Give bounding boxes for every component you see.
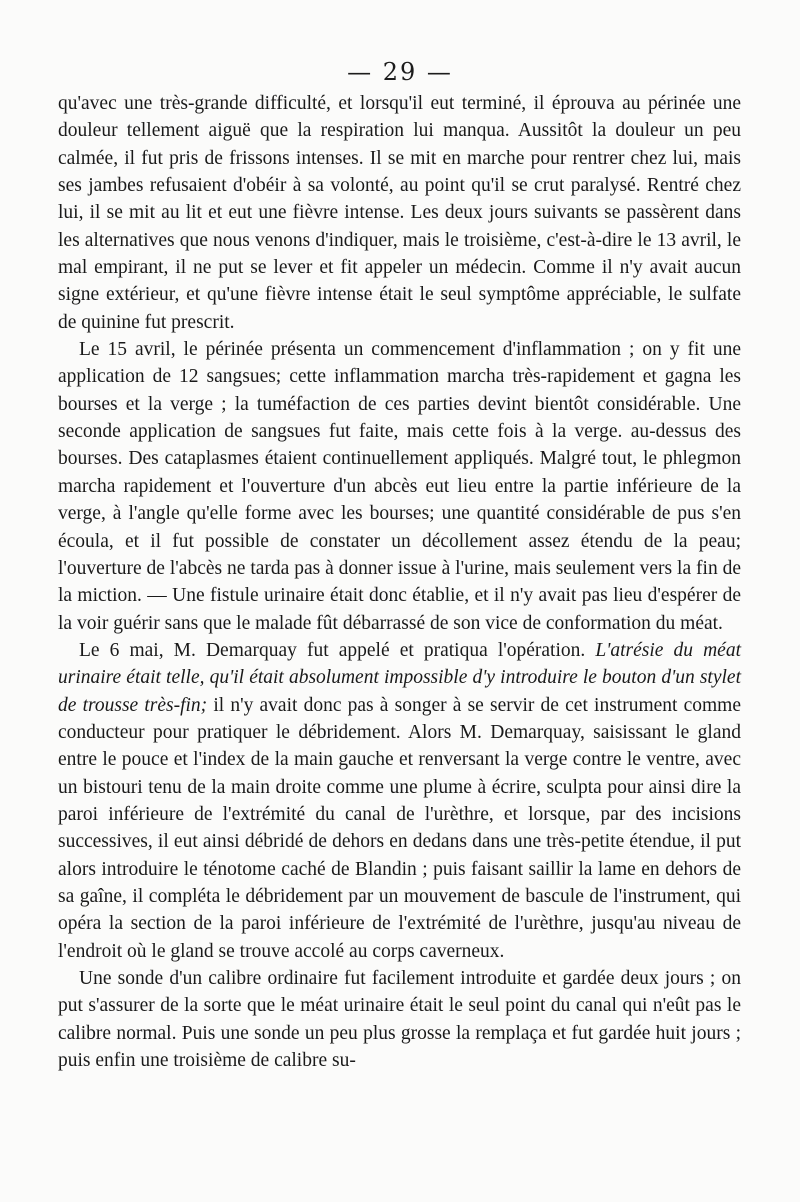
paragraph-3-end: il n'y avait donc pas à songer à se servir de cet instrument comme conducteur pour pratiquer le débridement. Alors M. Demarquay, saisissant le gland entre le pouce et l'index de la main gauche et renversant la verge contre le ventre, avec un bistouri tenu de la main droite comme une plume à écrire, sculpta pour ainsi dire la paroi inférieure de l'extrémité du canal de l'urèthre, et lorsque, par des incisions successives, il eut ainsi débridé de dehors en dedans dans une très-petite étendue, il put alors introduire le ténotome caché de Blandin ; puis faisant saillir la lame en dehors de sa gaîne, il compléta le débridement par un mouvement de bascule de l'instrument, qui opéra la section de la paroi inférieure de l'extrémité de l'urèthre, jusqu'au niveau de l'endroit où le gland se trouve accolé au corps caverneux. [58,694,741,962]
paragraph-1: qu'avec une très-grande difficulté, et lorsqu'il eut terminé, il éprouva au périnée une douleur tellement aiguë que la respiration lui manqua. Aussitôt la douleur un peu calmée, il fut pris de frissons intenses. Il se mit en marche pour rentrer chez lui, mais ses jambes refusaient d'obéir à sa volonté, au point qu'il se crut paralysé. Rentré chez lui, il se mit au lit et eut une fièvre intense. Les deux jours suivants se passèrent dans les alternatives que nous venons d'indiquer, mais le troisième, c'est-à-dire le 13 avril, le mal empirant, il ne put se lever et fit appeler un médecin. Comme il n'y avait aucun signe extérieur, et qu'une fièvre intense était le seul symptôme appréciable, le sulfate de quinine fut prescrit. [58,93,741,333]
paragraph-3-start: Le 6 mai, M. Demarquay fut appelé et pratiqua l'opération. [79,639,596,661]
page-number: — 29 — [347,58,453,86]
paragraph-3 [58,637,741,965]
paragraph-3-italic: L'atrésie du méat urinaire était telle, qu'il était absolument impossible d'y introduire le bouton d'un stylet de trousse très-fin; [58,639,741,716]
paragraph-2: Le 15 avril, le périnée présenta un commencement d'inflammation ; on y fit une application de 12 sangsues; cette inflammation marcha très-rapidement et gagna les bourses et la verge ; la tuméfaction de ces parties devint bientôt considérable. Une seconde application de sangsues fut faite, mais cette fois à la verge. au-dessus des bourses. Des cataplasmes étaient continuellement appliqués. Malgré tout, le phlegmon marcha rapidement et l'ouverture d'un abcès eut lieu entre la partie inférieure de la verge, à l'angle qu'elle forme avec les bourses; une quantité considérable de pus s'en écoula, et il fut possible de constater un décollement assez étendu de la peau; l'ouverture de l'abcès ne tarda pas à donner issue à l'urine, mais seulement vers la fin de la miction. — Une fistule urinaire était donc établie, et il n'y avait pas lieu d'espérer de la voir guérir sans que le malade fût débarrassé de son vice de conformation du méat. [58,339,741,634]
paragraph-4: Une sonde d'un calibre ordinaire fut facilement introduite et gardée deux jours ; on put s'assurer de la sorte que le méat urinaire était le seul point du canal qui n'eût pas le calibre normal. Puis une sonde un peu plus grosse la remplaça et fut gardée huit jours ; puis enfin une troisième de calibre su- [58,968,741,1072]
body-text [58,90,741,1074]
